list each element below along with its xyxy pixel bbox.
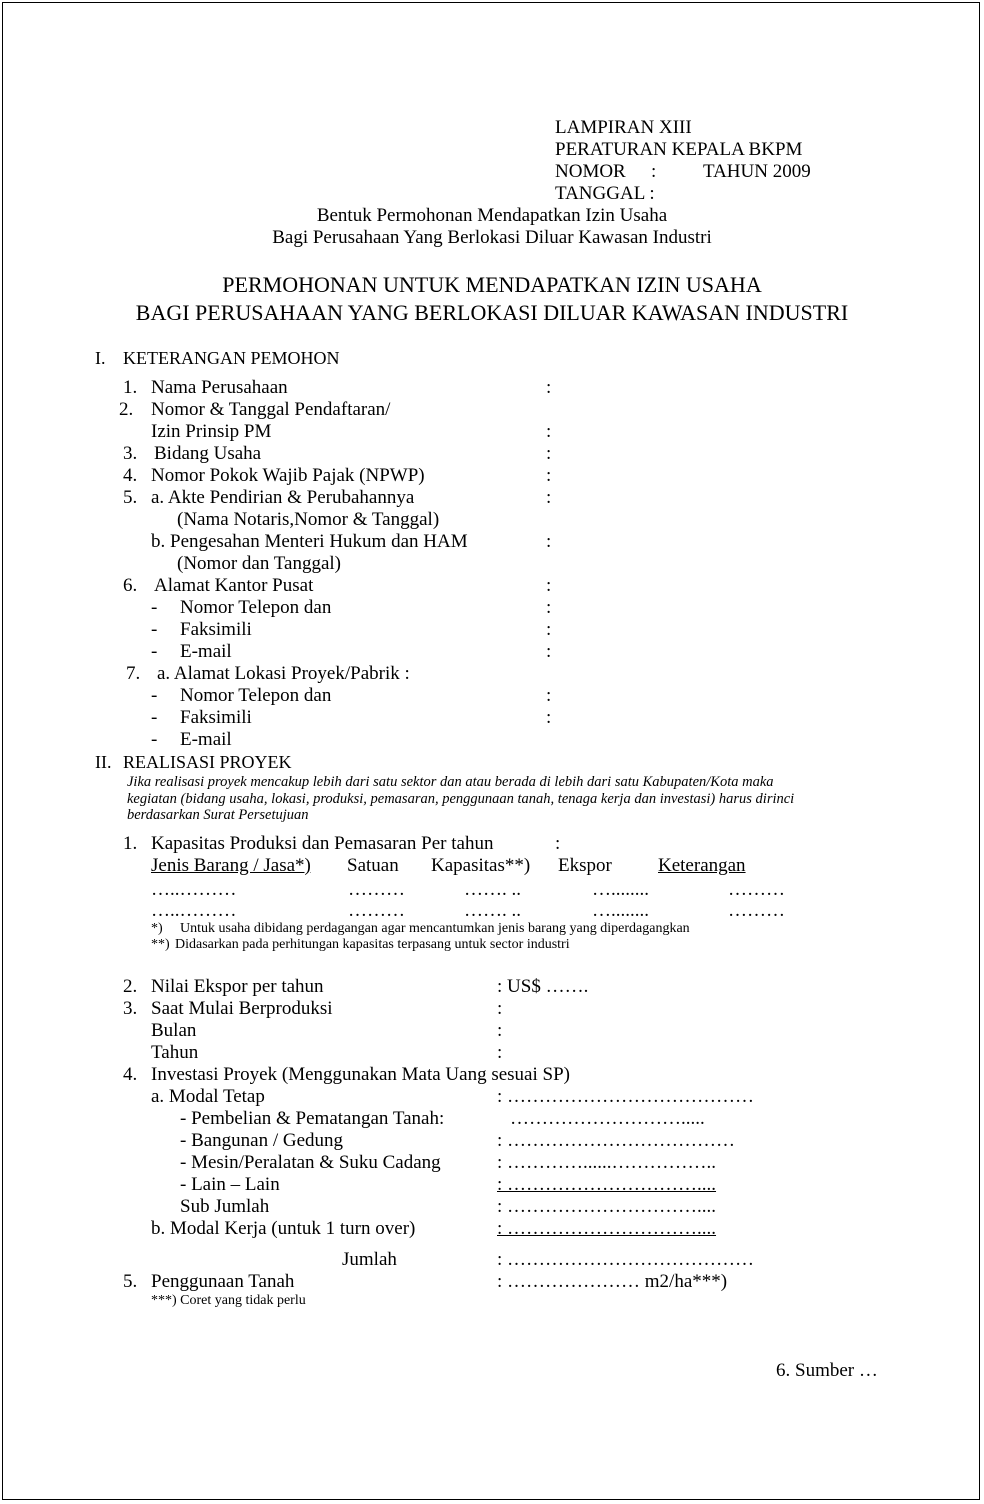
- item-number: 2.: [123, 976, 138, 997]
- field-nilai-ekspor-value: : US$ …….: [497, 976, 589, 997]
- field-colon: :: [546, 575, 552, 596]
- field-pengesahan-note: (Nomor dan Tanggal): [177, 553, 341, 574]
- peraturan-label: PERATURAN KEPALA BKPM: [555, 139, 803, 160]
- section-2-number: II.: [95, 752, 112, 772]
- item-number: 2.: [119, 399, 134, 420]
- field-mesin: - Mesin/Peralatan & Suku Cadang: [180, 1152, 441, 1173]
- field-izin-prinsip: Izin Prinsip PM: [151, 421, 272, 442]
- list-dash: -: [151, 641, 158, 662]
- footnote-2: Didasarkan pada perhitungan kapasitas terpasang untuk sector industri: [175, 937, 570, 952]
- item-number: 1.: [123, 833, 138, 854]
- field-modal-kerja: b. Modal Kerja (untuk 1 turn over): [151, 1218, 416, 1239]
- field-colon: :: [497, 998, 503, 1019]
- field-colon: :: [546, 443, 552, 464]
- field-tahun: Tahun: [151, 1042, 199, 1063]
- field-pengesahan: b. Pengesahan Menteri Hukum dan HAM: [151, 531, 468, 552]
- section-2-note-2: kegiatan (bidang usaha, lokasi, produksi, pemasaran, penggunaan tanah, tenaga kerja dan investasi) harus dirinci: [127, 791, 795, 807]
- item-number: 7.: [126, 663, 141, 684]
- section-2-note-3: berdasarkan Surat Persetujuan: [127, 807, 309, 823]
- field-mesin-value: : …………......……………..: [497, 1152, 717, 1173]
- field-alamat-lokasi: a. Alamat Lokasi Proyek/Pabrik :: [157, 663, 410, 684]
- subtitle-line-2: Bagi Perusahaan Yang Berlokasi Diluar Kawasan Industri: [272, 227, 712, 248]
- field-colon: :: [555, 833, 561, 854]
- table-cell: ……. ..: [464, 879, 521, 900]
- continuation-label: 6. Sumber …: [776, 1360, 878, 1381]
- table-cell: ………: [728, 879, 785, 900]
- item-number: 5.: [123, 1271, 138, 1292]
- field-faksimili: Faksimili: [180, 619, 252, 640]
- tanggal-label: TANGGAL :: [555, 183, 655, 204]
- field-colon: :: [546, 377, 552, 398]
- item-number: 4.: [123, 465, 138, 486]
- list-dash: -: [151, 707, 158, 728]
- field-faksimili-lokasi: Faksimili: [180, 707, 252, 728]
- field-colon: :: [546, 707, 552, 728]
- field-colon: :: [546, 465, 552, 486]
- subtitle-line-1: Bentuk Permohonan Mendapatkan Izin Usaha: [316, 205, 668, 226]
- field-email: E-mail: [180, 641, 232, 662]
- field-penggunaan-tanah: Penggunaan Tanah: [151, 1271, 295, 1292]
- field-colon: :: [546, 641, 552, 662]
- item-number: 1.: [123, 377, 138, 398]
- field-colon: :: [546, 487, 552, 508]
- item-number: 4.: [123, 1064, 138, 1085]
- field-npwp: Nomor Pokok Wajib Pajak (NPWP): [151, 465, 425, 486]
- field-investasi-proyek: Investasi Proyek (Menggunakan Mata Uang sesuai SP): [151, 1064, 570, 1085]
- field-colon: :: [497, 1020, 503, 1041]
- table-cell: …..………: [151, 900, 237, 921]
- item-number: 3.: [123, 443, 138, 464]
- field-colon: :: [546, 531, 552, 552]
- column-keterangan: Keterangan: [658, 855, 746, 876]
- table-cell: …........: [592, 879, 649, 900]
- field-pembelian-tanah: - Pembelian & Pematangan Tanah:: [180, 1108, 445, 1129]
- field-email-lokasi: E-mail: [180, 729, 232, 750]
- table-cell: ………: [348, 879, 405, 900]
- table-cell: ………: [728, 900, 785, 921]
- footnote-1: Untuk usaha dibidang perdagangan agar mencantumkan jenis barang yang diperdagangkan: [180, 921, 690, 936]
- field-modal-kerja-value: : …………………………....: [497, 1218, 717, 1239]
- column-kapasitas: Kapasitas**): [431, 855, 531, 876]
- column-ekspor: Ekspor: [558, 855, 612, 876]
- page-title-line-1: PERMOHONAN UNTUK MENDAPATKAN IZIN USAHA: [222, 272, 762, 297]
- field-nilai-ekspor: Nilai Ekspor per tahun: [151, 976, 324, 997]
- list-dash: -: [151, 597, 158, 618]
- footnote-marker: *): [151, 921, 163, 936]
- section-1-number: I.: [95, 348, 106, 368]
- item-number: 6.: [123, 575, 138, 596]
- tahun-label: TAHUN 2009: [703, 161, 811, 182]
- table-cell: …........: [592, 900, 649, 921]
- field-lain-lain-value: : …………………………....: [497, 1174, 717, 1195]
- section-2-heading: REALISASI PROYEK: [123, 752, 292, 772]
- lampiran-label: LAMPIRAN XIII: [555, 117, 692, 138]
- item-number: 5.: [123, 487, 138, 508]
- field-jumlah: Jumlah: [342, 1249, 397, 1270]
- list-dash: -: [151, 619, 158, 640]
- field-colon: :: [546, 619, 552, 640]
- field-kapasitas-produksi: Kapasitas Produksi dan Pemasaran Per tahun: [151, 833, 494, 854]
- field-akte-note: (Nama Notaris,Nomor & Tanggal): [177, 509, 440, 530]
- field-sub-jumlah: Sub Jumlah: [180, 1196, 270, 1217]
- nomor-colon: :: [651, 161, 657, 182]
- field-nomor-pendaftaran: Nomor & Tanggal Pendaftaran/: [151, 399, 391, 420]
- field-colon: :: [546, 685, 552, 706]
- field-telepon-lokasi: Nomor Telepon dan: [180, 685, 332, 706]
- field-mulai-produksi: Saat Mulai Berproduksi: [151, 998, 333, 1019]
- field-colon: :: [546, 597, 552, 618]
- field-bangunan: - Bangunan / Gedung: [180, 1130, 344, 1151]
- table-cell: …..………: [151, 879, 237, 900]
- field-lain-lain: - Lain – Lain: [180, 1174, 280, 1195]
- field-alamat-kantor: Alamat Kantor Pusat: [154, 575, 314, 596]
- field-colon: :: [497, 1042, 503, 1063]
- list-dash: -: [151, 729, 158, 750]
- field-bulan: Bulan: [151, 1020, 197, 1041]
- field-modal-tetap: a. Modal Tetap: [151, 1086, 265, 1107]
- footnote-3: ***) Coret yang tidak perlu: [151, 1293, 306, 1308]
- column-satuan: Satuan: [347, 855, 399, 876]
- field-bangunan-value: : ………………………………: [497, 1130, 736, 1151]
- field-jumlah-value: : …………………………………: [497, 1249, 755, 1270]
- page-title-line-2: BAGI PERUSAHAAN YANG BERLOKASI DILUAR KAWASAN INDUSTRI: [135, 300, 849, 325]
- field-akte-pendirian: a. Akte Pendirian & Perubahannya: [151, 487, 415, 508]
- nomor-label: NOMOR: [555, 161, 626, 182]
- table-cell: ……. ..: [464, 900, 521, 921]
- field-colon: :: [546, 421, 552, 442]
- field-pembelian-tanah-value: ……………………….....: [510, 1108, 705, 1129]
- field-bidang-usaha: Bidang Usaha: [154, 443, 262, 464]
- column-jenis-barang: Jenis Barang / Jasa*): [151, 855, 311, 876]
- field-sub-jumlah-value: : …………………………....: [497, 1196, 717, 1217]
- item-number: 3.: [123, 998, 138, 1019]
- field-modal-tetap-value: : …………………………………: [497, 1086, 755, 1107]
- list-dash: -: [151, 685, 158, 706]
- footnote-marker: **): [151, 937, 170, 952]
- section-1-heading: KETERANGAN PEMOHON: [123, 348, 340, 368]
- field-penggunaan-tanah-value: : ………………… m2/ha***): [497, 1271, 728, 1292]
- field-telepon: Nomor Telepon dan: [180, 597, 332, 618]
- table-cell: ………: [348, 900, 405, 921]
- field-nama-perusahaan: Nama Perusahaan: [151, 377, 288, 398]
- section-2-note-1: Jika realisasi proyek mencakup lebih dari satu sektor dan atau berada di lebih dari satu Kabupaten/Kota maka: [127, 774, 774, 790]
